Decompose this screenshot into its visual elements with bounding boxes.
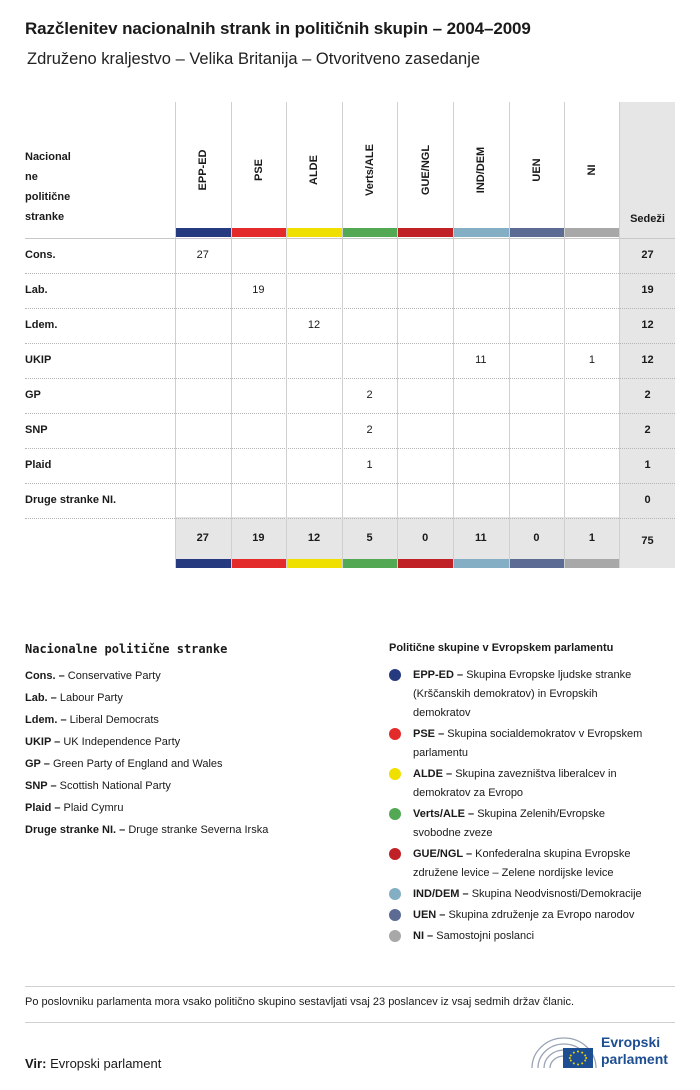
group-name: UEN — [530, 158, 543, 182]
party-row-label: UKIP — [25, 354, 52, 366]
grand-total-cell: 75 — [641, 535, 654, 547]
group-description-line — [413, 725, 679, 744]
group-abbr: ALDE – — [413, 768, 453, 780]
party-abbr: Lab. – — [25, 692, 57, 704]
divider — [25, 986, 675, 987]
group-total-cell: 27 — [196, 532, 209, 544]
group-color-strip — [176, 228, 231, 237]
party-legend-item — [25, 820, 268, 842]
group-total-cell: 12 — [307, 532, 321, 544]
group-description: Skupina Neodvisnosti/Demokracije — [471, 888, 642, 900]
group-description-line — [413, 744, 679, 763]
group-color-strip — [565, 559, 619, 568]
group-abbr: EPP-ED – — [413, 669, 464, 681]
group-description: svobodne zveze — [413, 827, 493, 839]
group-description: Skupina združenje za Evropo narodov — [448, 909, 635, 921]
group-description-line — [413, 864, 679, 883]
group-color-dot — [389, 848, 401, 860]
party-full-name: Plaid Cymru — [63, 802, 124, 814]
row-seats-total: 2 — [644, 389, 651, 401]
party-legend-item — [25, 666, 268, 688]
group-color-strip — [343, 559, 398, 568]
seat-count-cell: 11 — [475, 354, 487, 366]
party-legend-item — [25, 776, 268, 798]
row-seats-total: 12 — [641, 354, 654, 366]
group-legend-item — [389, 885, 679, 904]
breakdown-table — [25, 102, 675, 568]
group-abbr: NI – — [413, 930, 434, 942]
group-color-strip — [510, 559, 565, 568]
party-full-name: UK Independence Party — [63, 736, 181, 748]
group-name: ALDE — [308, 155, 321, 185]
group-color-strip — [343, 228, 398, 237]
party-full-name: Conservative Party — [67, 670, 161, 682]
party-legend-title: Nacionalne politične stranke — [25, 642, 228, 656]
group-total-cell: 11 — [474, 532, 487, 544]
group-description: parlamentu — [413, 747, 469, 759]
row-seats-total: 19 — [641, 284, 654, 296]
party-row-label: Ldem. — [25, 319, 58, 331]
group-total-cell: 19 — [252, 532, 265, 544]
party-row-label: Plaid — [25, 459, 52, 471]
party-legend-item — [25, 732, 268, 754]
group-name: EPP-ED — [197, 149, 210, 191]
party-legend-item — [25, 688, 268, 710]
seat-count-cell: 19 — [252, 284, 265, 296]
group-color-strip — [287, 559, 342, 568]
group-column-gue-ngl — [397, 102, 453, 568]
group-abbr: PSE – — [413, 728, 445, 740]
party-legend-item — [25, 798, 268, 820]
group-description: Konfederalna skupina Evropske — [475, 848, 631, 860]
group-column-uen — [509, 102, 565, 568]
party-full-name: Druge stranke Severna Irska — [128, 824, 269, 836]
group-column-header — [343, 120, 398, 220]
group-abbr: UEN – — [413, 909, 446, 921]
group-color-dot — [389, 728, 401, 740]
group-legend-item — [389, 805, 679, 843]
group-color-strip — [176, 559, 231, 568]
group-column-header — [176, 120, 231, 220]
row-seats-total: 27 — [641, 249, 654, 261]
party-abbr: Plaid – — [25, 802, 61, 814]
page-title: Razčlenitev nacionalnih strank in političnih skupin – 2004–2009 — [25, 19, 531, 38]
group-color-dot — [389, 669, 401, 681]
party-row-label: SNP — [25, 424, 48, 436]
parliament-hemicycle-icon — [529, 1032, 599, 1072]
group-description: demokratov za Evropo — [413, 787, 524, 799]
seat-count-cell: 27 — [196, 249, 209, 261]
group-name: NI — [585, 164, 598, 176]
group-legend-item — [389, 845, 679, 883]
seat-count-cell: 1 — [366, 459, 373, 471]
group-legend-title: Politične skupine v Evropskem parlamentu — [389, 642, 614, 654]
european-parliament-logo — [529, 1032, 679, 1072]
group-column-epp-ed — [175, 102, 231, 568]
group-column-header — [510, 120, 565, 220]
group-color-strip — [398, 228, 453, 237]
group-color-dot — [389, 909, 401, 921]
group-legend-item — [389, 725, 679, 763]
group-total-cell: 0 — [422, 532, 429, 544]
party-abbr: SNP – — [25, 780, 57, 792]
group-abbr: IND/DEM – — [413, 888, 469, 900]
group-description: Skupina zavezništva liberalcev in — [455, 768, 617, 780]
group-description-line — [413, 906, 679, 925]
party-abbr: Ldem. – — [25, 714, 67, 726]
party-row-label: Lab. — [25, 284, 48, 296]
party-abbr: UKIP – — [25, 736, 61, 748]
group-color-strip — [398, 559, 453, 568]
group-description-line — [413, 784, 679, 803]
group-description: Skupina Evropske ljudske stranke — [466, 669, 632, 681]
source-value: Evropski parlament — [50, 1056, 162, 1071]
group-description-line — [413, 927, 679, 946]
party-legend-item — [25, 710, 268, 732]
group-color-strip — [510, 228, 565, 237]
party-full-name: Liberal Democrats — [69, 714, 159, 726]
group-column-header — [565, 120, 619, 220]
group-description-line — [413, 685, 679, 704]
party-abbr: GP – — [25, 758, 50, 770]
group-description: demokratov — [413, 707, 471, 719]
group-color-strip — [287, 228, 342, 237]
logo-wordmark: Evropski parlament — [601, 1034, 668, 1067]
group-total-cell: 1 — [588, 532, 596, 544]
group-description: združene levice – Zelene nordijske levice — [413, 867, 614, 879]
group-abbr: GUE/NGL – — [413, 848, 473, 860]
group-description: Skupina Zelenih/Evropske — [477, 808, 605, 820]
group-total-cell: 0 — [533, 532, 540, 544]
group-name: PSE — [252, 158, 265, 182]
group-legend-item — [389, 666, 679, 723]
seat-count-cell: 1 — [588, 354, 596, 366]
group-name: Verts/ALE — [364, 144, 377, 196]
group-description-line — [413, 666, 679, 685]
group-description: (Krščanskih demokratov) in Evropskih — [413, 688, 598, 700]
group-color-dot — [389, 808, 401, 820]
group-description-line — [413, 765, 679, 784]
group-legend-item — [389, 927, 679, 946]
group-total-cell: 5 — [366, 532, 373, 544]
group-column-ni — [564, 102, 620, 568]
seat-count-cell: 2 — [366, 424, 373, 436]
party-abbr: Cons. – — [25, 670, 65, 682]
row-seats-total: 2 — [644, 424, 651, 436]
row-seats-total: 12 — [641, 319, 654, 331]
group-column-verts-ale — [342, 102, 398, 568]
source-line — [25, 1056, 161, 1071]
group-description-line — [413, 845, 679, 864]
group-description-line — [413, 885, 679, 904]
row-seats-total: 0 — [644, 494, 651, 506]
party-column-header: Nacional ne politične stranke — [25, 151, 71, 223]
group-legend-item — [389, 906, 679, 925]
party-legend — [25, 666, 268, 842]
group-column-header — [287, 120, 342, 220]
party-legend-item — [25, 754, 268, 776]
party-row-label: Cons. — [25, 249, 56, 261]
group-color-strip — [565, 228, 619, 237]
group-column-header — [232, 120, 287, 220]
group-column-header — [454, 120, 509, 220]
group-column-header — [398, 120, 453, 220]
party-row-label: Druge stranke NI. — [25, 494, 117, 506]
party-full-name: Labour Party — [59, 692, 123, 704]
row-seats-total: 1 — [644, 459, 651, 471]
party-abbr: Druge stranke NI. – — [25, 824, 126, 836]
group-column-ind-dem — [453, 102, 509, 568]
seat-count-cell: 2 — [366, 389, 373, 401]
page-subtitle: Združeno kraljestvo – Velika Britanija – Otvoritveno zasedanje — [27, 50, 481, 68]
divider — [25, 1022, 675, 1023]
group-abbr: Verts/ALE – — [413, 808, 475, 820]
group-description: Skupina socialdemokratov v Evropskem — [447, 728, 643, 740]
party-row-label: GP — [25, 389, 41, 401]
group-name: GUE/NGL — [419, 144, 432, 196]
group-color-dot — [389, 888, 401, 900]
source-label: Vir: — [25, 1056, 47, 1071]
footnote: Po poslovniku parlamenta mora vsako politično skupino sestavljati vsaj 23 poslancev iz vsaj sedmih držav članic. — [25, 996, 575, 1008]
party-full-name: Green Party of England and Wales — [52, 758, 223, 770]
group-color-dot — [389, 930, 401, 942]
party-full-name: Scottish National Party — [59, 780, 171, 792]
group-column-pse — [231, 102, 287, 568]
group-color-dot — [389, 768, 401, 780]
group-description: Samostojni poslanci — [436, 930, 535, 942]
group-color-strip — [454, 559, 509, 568]
group-legend — [389, 666, 679, 948]
group-color-strip — [232, 559, 287, 568]
group-description-line — [413, 805, 679, 824]
group-description-line — [413, 704, 679, 723]
seat-count-cell: 12 — [307, 319, 321, 331]
group-name: IND/DEM — [475, 146, 488, 194]
group-color-strip — [454, 228, 509, 237]
group-description-line — [413, 824, 679, 843]
seats-column-header: Sedeži — [630, 213, 665, 225]
group-legend-item — [389, 765, 679, 803]
group-color-strip — [232, 228, 287, 237]
